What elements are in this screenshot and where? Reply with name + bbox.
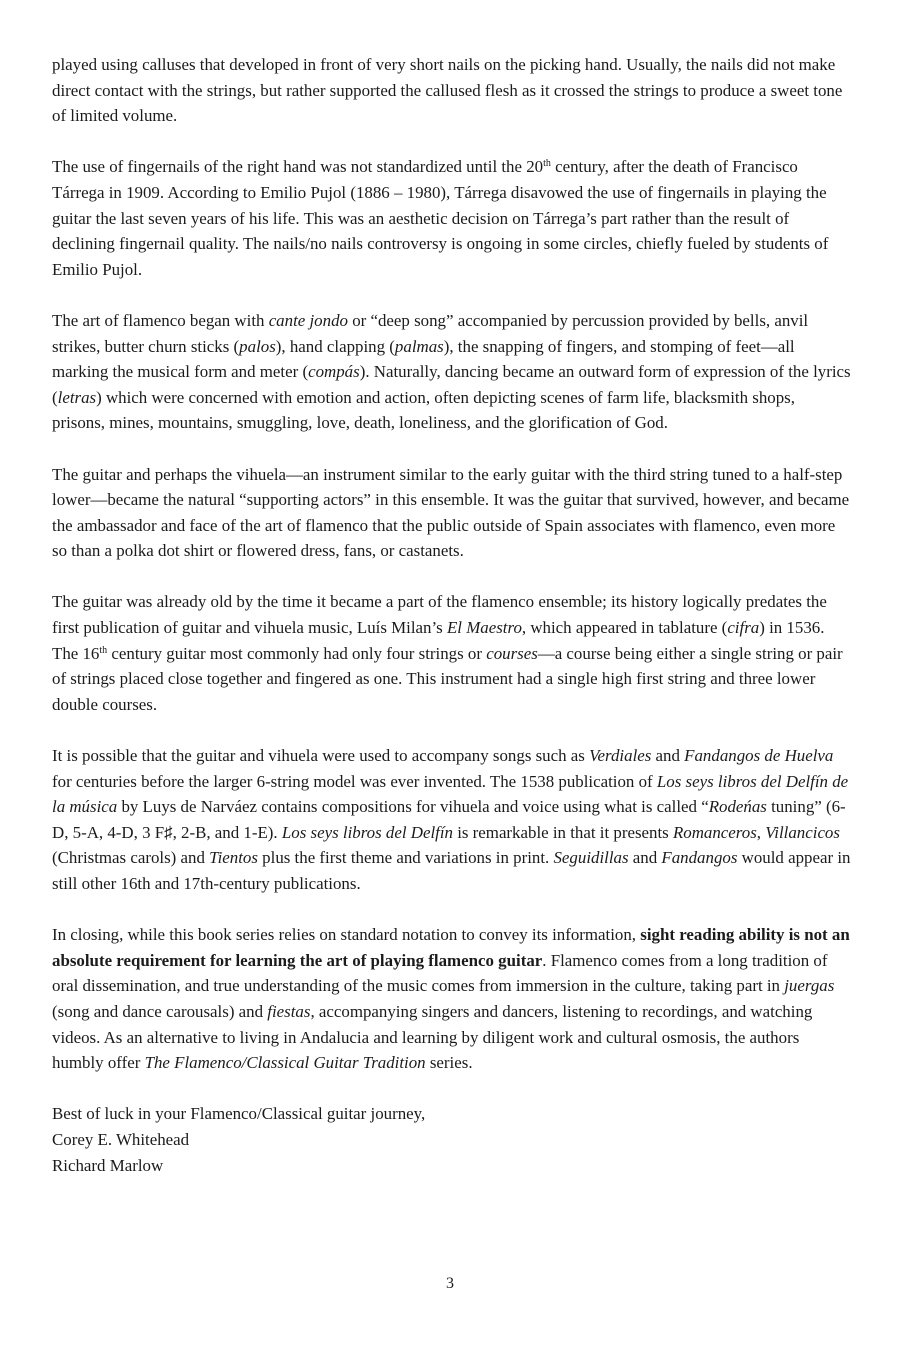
author-name: Corey E. Whitehead [52, 1129, 190, 1149]
text-run: The art of flamenco began with [52, 310, 269, 330]
italic-term: compás [308, 362, 360, 382]
text-run: would appear in still other 16th and 17th-century publications. [52, 848, 851, 893]
paragraph-guitar-history [52, 589, 852, 717]
text-run: (song and dance carousals) and [52, 1001, 268, 1021]
paragraph-guitar-vihuela: The guitar and perhaps the vihuela—an instrument similar to the early guitar with the third string tuned to a half-step lower—became the natural “supporting actors” in this ensemble. It was the guitar that survived, however, and became the ambassador and face of the art of flamenco that the public outside of Spain associates with flamenco, even more so than a polka dot shirt or flowered dress, fans, or castanets. [52, 464, 850, 561]
text-run: century, after the death of Francisco Tárrega in 1909. According to Emilio Pujol (1886 – 1980), Tárrega disavowed the use of fingernails in playing the guitar the last seven years of his life. This was an aesthetic decision on Tárrega’s part rather than the result of declining fingernail quality. The nails/no nails controversy is ongoing in some circles, chiefly fueled by students of Emilio Pujol. [52, 157, 829, 279]
italic-term: Verdiales [589, 746, 652, 766]
text-run: plus the first theme and variations in print. [257, 848, 554, 868]
text-run: and [628, 848, 662, 868]
italic-term: palmas [394, 336, 444, 356]
text-run: century guitar most commonly had only four strings or [107, 643, 487, 663]
text-run: ) which were concerned with emotion and action, often depicting scenes of farm life, blacksmith shops, prisons, mines, mountains, smuggling, love, death, loneliness, and the glorification of God. [52, 387, 795, 433]
italic-term: Romanceros [672, 822, 757, 842]
text-run: ). Naturally, dancing became an outward form of expression of the lyrics ( [52, 362, 851, 407]
text-run: . Flamenco comes from a long tradition of oral dissemination, and true understanding of the music comes from immersion in the culture, taking part in [52, 950, 828, 996]
author-name: Richard Marlow [52, 1155, 164, 1175]
italic-term: cifra [727, 618, 760, 638]
paragraph-closing-notation [52, 922, 852, 1076]
text-run: —a course being either a single string or pair of strings placed close together and fingered as one. This instrument had a single high first string and three lower double courses. [52, 643, 843, 714]
text-run: ), the snapping of fingers, and stomping of feet—all marking the musical form and meter ( [52, 336, 795, 382]
text-run: and [651, 746, 685, 766]
text-run: It is possible that the guitar and vihuela were used to accompany songs such as [52, 746, 590, 766]
text-run: (Christmas carols) and [52, 848, 210, 868]
closing-line: Best of luck in your Flamenco/Classical guitar journey, [52, 1104, 426, 1124]
italic-term: Fandangos de Huelva [684, 746, 834, 766]
text-run: or “deep song” accompanied by percussion provided by bells, anvil strikes, butter churn sticks ( [52, 310, 809, 356]
italic-term: cante jondo [268, 310, 348, 330]
italic-term: Seguidillas [553, 848, 629, 868]
paragraph-flamenco-origins [52, 308, 852, 436]
text-run: , which appeared in tablature ( [521, 618, 728, 638]
paragraph-songs-publications [52, 743, 852, 897]
page-number: 3 [446, 1275, 454, 1292]
text-run: , accompanying singers and dancers, listening to recordings, and watching videos. As an alternative to living in Andalucia and learning by diligent work and cultural osmosis, the authors humbly offer [52, 1001, 813, 1073]
text-run: , [756, 822, 766, 842]
italic-term: Los seys libros del Delfín de la música [52, 771, 849, 817]
text-run: series. [425, 1053, 473, 1073]
italic-term: Villancicos [765, 822, 840, 842]
text-run: is remarkable in that it presents [452, 822, 673, 842]
signature-block [52, 1101, 852, 1178]
italic-term: letras [57, 387, 97, 407]
italic-term: Rodeńas [708, 797, 767, 817]
italic-title: The Flamenco/Classical Guitar Tradition [144, 1053, 426, 1073]
italic-term: juergas [784, 976, 835, 996]
text-run: The guitar was already old by the time it became a part of the flamenco ensemble; its history logically predates the first publication of guitar and vihuela music, Luís Milan’s [52, 592, 827, 638]
italic-term: palos [239, 336, 276, 356]
text-run: by Luys de Narváez contains compositions for vihuela and voice using what is called “ [117, 797, 709, 817]
bold-emphasis: sight reading ability is not an absolute requirement for learning the art of playing flamenco guitar [52, 925, 850, 970]
superscript: th [543, 158, 551, 170]
text-run: In closing, while this book series relies on standard notation to convey its information, [52, 925, 641, 945]
italic-term: Los seys libros del Delfín [281, 822, 453, 842]
text-run: tuning” (6-D, 5-A, 4-D, 3 F♯, 2-B, and 1-E). [52, 797, 846, 842]
italic-term: Tientos [209, 848, 258, 868]
italic-term: El Maestro [446, 618, 522, 638]
text-run: ), hand clapping ( [275, 336, 395, 356]
text-run: ) in 1536. The 16 [52, 618, 825, 663]
italic-term: fiestas [267, 1001, 311, 1021]
page-body [52, 52, 852, 1178]
italic-term: courses [486, 643, 538, 663]
italic-term: Fandangos [661, 848, 738, 868]
paragraph-nails-calluses: played using calluses that developed in front of very short nails on the picking hand. Usually, the nails did not make direct contact with the strings, but rather supported the callused flesh as it crossed the strings to produce a sweet tone of limited volume. [52, 55, 843, 126]
superscript: th [99, 644, 108, 656]
text-run: for centuries before the larger 6-string model was ever invented. The 1538 publication of [52, 771, 657, 791]
paragraph-fingernails-standardization [52, 154, 852, 282]
text-run: The use of fingernails of the right hand was not standardized until the 20 [52, 157, 544, 177]
